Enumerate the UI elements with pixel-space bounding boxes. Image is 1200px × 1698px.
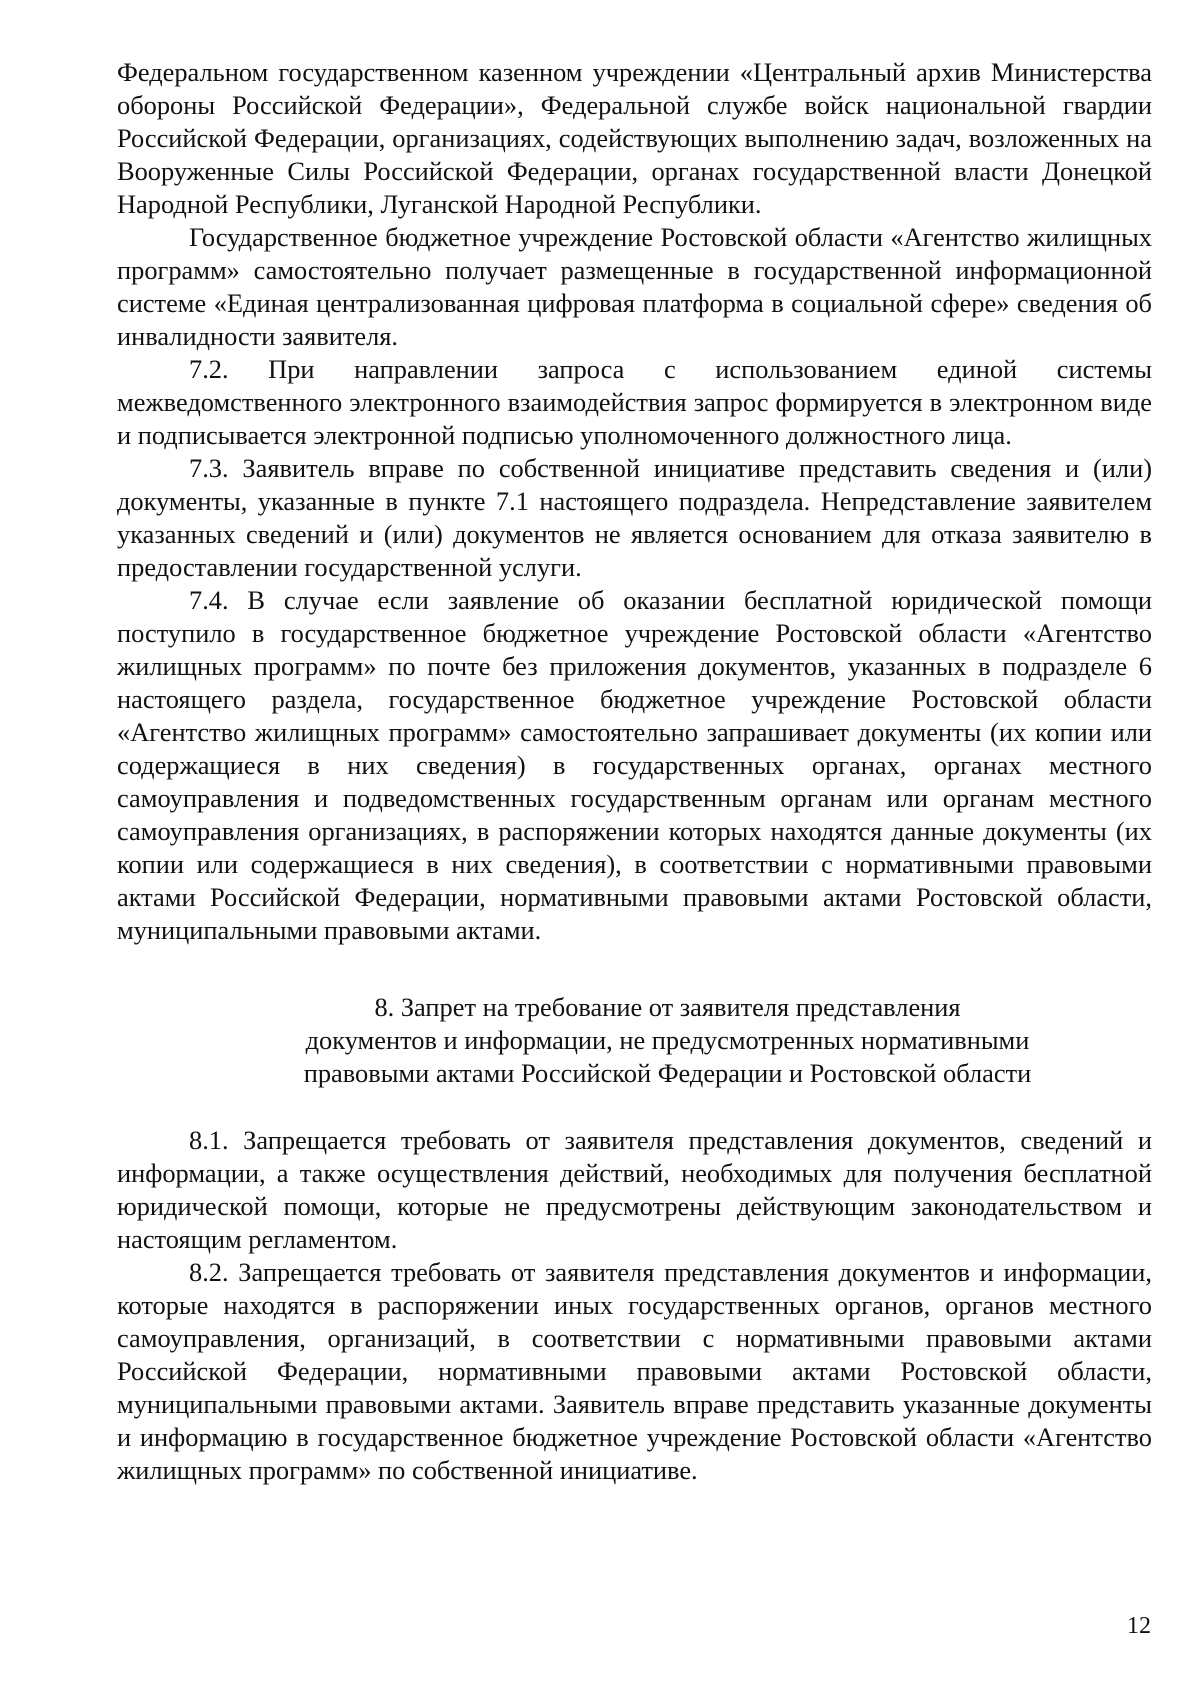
section-heading-line-1: 8. Запрет на требование от заявителя представления	[374, 992, 961, 1022]
paragraph-7-2: 7.2. При направлении запроса с использованием единой системы межведомственного электронного взаимодействия запрос формируется в электронном виде и подписывается электронной подписью уполномоченного должностного лица.	[117, 354, 1152, 450]
section-heading-line-3: правовыми актами Российской Федерации и Ростовской области	[303, 1058, 1032, 1088]
paragraph-7-3: 7.3. Заявитель вправе по собственной инициативе представить сведения и (или) документы, указанные в пункте 7.1 настоящего подраздела. Непредставление заявителем указанных сведений и (или) документов не является основанием для отказа заявителю в предоставлении государственной услуги.	[117, 453, 1152, 582]
section-heading-line-2: документов и информации, не предусмотренных нормативными	[305, 1025, 1030, 1055]
page-number: 12	[1127, 1613, 1151, 1639]
paragraph-8-2: 8.2. Запрещается требовать от заявителя представления документов и информации, которые находятся в распоряжении иных государственных органов, органов местного самоуправления, организаций, в соответствии с нормативными правовыми актами Российской Федерации, нормативными правовыми актами Ростовской области, муниципальными правовыми актами. Заявитель вправе представить указанные документы и информацию в государственное бюджетное учреждение Ростовской области «Агентство жилищных программ» по собственной инициативе.	[117, 1257, 1152, 1485]
paragraph-7-4: 7.4. В случае если заявление об оказании бесплатной юридической помощи поступило в государственное бюджетное учреждение Ростовской области «Агентство жилищных программ» по почте без приложения документов, указанных в подразделе 6 настоящего раздела, государственное бюджетное учреждение Ростовской области «Агентство жилищных программ» самостоятельно запрашивает документы (их копии или содержащиеся в них сведения) в государственных органах, органах местного самоуправления и подведомственных государственным органам или органам местного самоуправления организациях, в распоряжении которых находятся данные документы (их копии или содержащиеся в них сведения), в соответствии с нормативными правовыми актами Российской Федерации, нормативными правовыми актами Ростовской области, муниципальными правовыми актами.	[117, 585, 1152, 945]
paragraph-federal-bodies: Федеральном государственном казенном учреждении «Центральный архив Министерства обороны Российской Федерации», Федеральной службе войск национальной гвардии Российской Федерации, организациях, содействующих выполнению задач, возложенных на Вооруженные Силы Российской Федерации, органах государственной власти Донецкой Народной Республики, Луганской Народной Республики.	[117, 57, 1152, 219]
spacer	[117, 1090, 1152, 1124]
paragraph-disability-info: Государственное бюджетное учреждение Ростовской области «Агентство жилищных программ» самостоятельно получает размещенные в государственной информационной системе «Единая централизованная цифровая платформа в социальной сфере» сведения об инвалидности заявителя.	[117, 222, 1152, 351]
spacer	[117, 947, 1152, 991]
document-page	[117, 56, 1152, 1487]
section-heading-8	[117, 991, 1152, 1090]
paragraph-8-1: 8.1. Запрещается требовать от заявителя представления документов, сведений и информации, а также осуществления действий, необходимых для получения бесплатной юридической помощи, которые не предусмотрены действующим законодательством и настоящим регламентом.	[117, 1125, 1152, 1254]
